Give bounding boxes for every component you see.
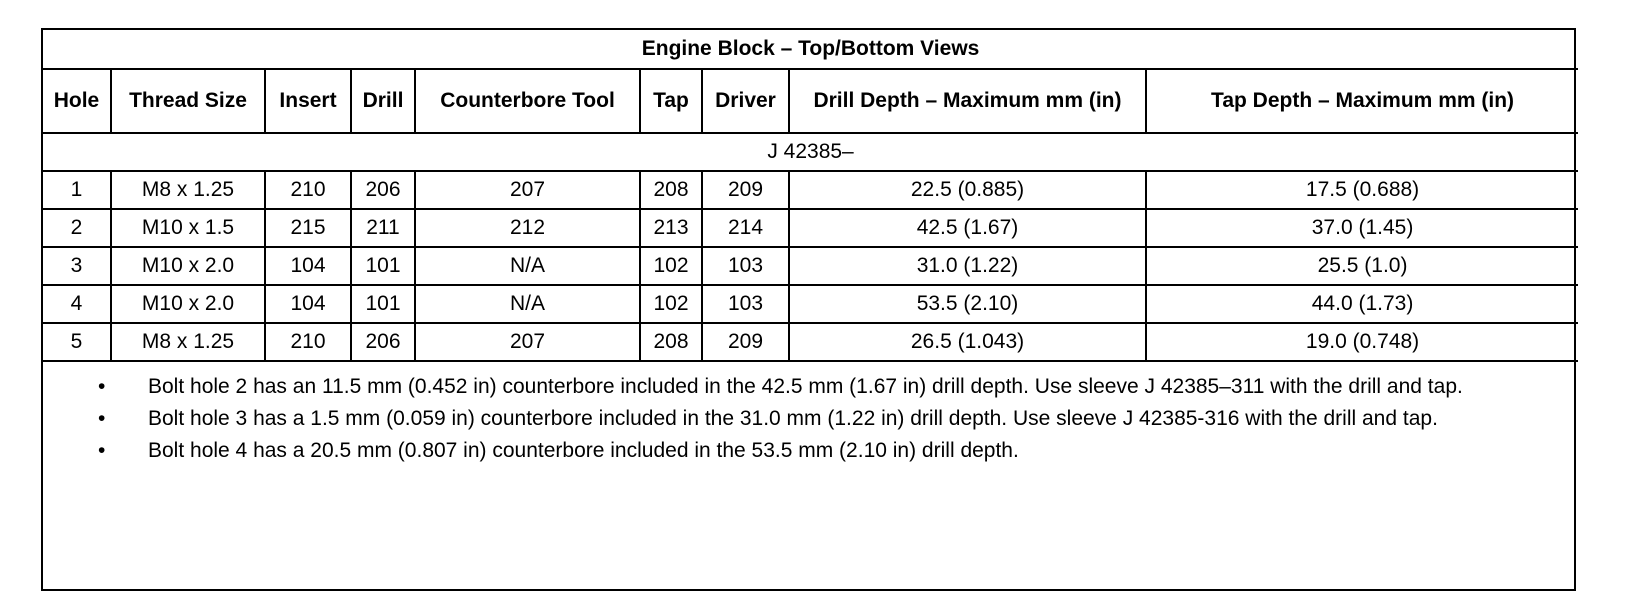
- note-text: Bolt hole 3 has a 1.5 mm (0.059 in) counterbore included in the 31.0 mm (1.22 in) drill depth. Use sleeve J 42385-316 with the drill and tap.: [148, 407, 1438, 430]
- cell-drill-depth: 31.0 (1.22): [789, 247, 1146, 285]
- cell-driver: 214: [702, 209, 789, 247]
- cell-drill: 206: [351, 323, 415, 361]
- cell-tap-depth: 44.0 (1.73): [1146, 285, 1578, 323]
- cell-thread-size: M8 x 1.25: [111, 323, 265, 361]
- cell-insert: 104: [265, 247, 351, 285]
- cell-hole: 5: [43, 323, 111, 361]
- header-drill-depth: Drill Depth – Maximum mm (in): [789, 69, 1146, 133]
- cell-insert: 104: [265, 285, 351, 323]
- cell-thread-size: M10 x 1.5: [111, 209, 265, 247]
- cell-tap-depth: 37.0 (1.45): [1146, 209, 1578, 247]
- note-text: Bolt hole 4 has a 20.5 mm (0.807 in) counterbore included in the 53.5 mm (2.10 in) drill depth.: [148, 439, 1019, 462]
- tool-prefix-row: [43, 133, 1578, 171]
- cell-tap: 213: [640, 209, 702, 247]
- cell-drill-depth: 53.5 (2.10): [789, 285, 1146, 323]
- header-insert: Insert: [265, 69, 351, 133]
- note-item: [43, 438, 1574, 464]
- cell-driver: 209: [702, 171, 789, 209]
- table-title: Engine Block – Top/Bottom Views: [43, 30, 1578, 69]
- note-item: [43, 374, 1574, 400]
- cell-tap-depth: 17.5 (0.688): [1146, 171, 1578, 209]
- table-row: [43, 285, 1578, 323]
- cell-driver: 103: [702, 247, 789, 285]
- note-text: Bolt hole 2 has an 11.5 mm (0.452 in) counterbore included in the 42.5 mm (1.67 in) drill depth. Use sleeve J 42385–311 with the drill and tap.: [148, 375, 1463, 398]
- cell-hole: 3: [43, 247, 111, 285]
- cell-driver: 209: [702, 323, 789, 361]
- cell-counterbore-tool: N/A: [415, 285, 640, 323]
- cell-tap: 102: [640, 247, 702, 285]
- cell-thread-size: M10 x 2.0: [111, 247, 265, 285]
- header-hole: Hole: [43, 69, 111, 133]
- bullet-icon: •: [98, 375, 106, 398]
- table-row: [43, 171, 1578, 209]
- cell-drill-depth: 26.5 (1.043): [789, 323, 1146, 361]
- cell-counterbore-tool: 212: [415, 209, 640, 247]
- notes-list: [43, 362, 1574, 464]
- cell-driver: 103: [702, 285, 789, 323]
- header-row: [43, 69, 1578, 133]
- cell-counterbore-tool: 207: [415, 171, 640, 209]
- cell-drill: 206: [351, 171, 415, 209]
- cell-tap: 208: [640, 171, 702, 209]
- header-thread-size: Thread Size: [111, 69, 265, 133]
- cell-insert: 210: [265, 323, 351, 361]
- cell-hole: 2: [43, 209, 111, 247]
- cell-insert: 210: [265, 171, 351, 209]
- header-tap: Tap: [640, 69, 702, 133]
- cell-counterbore-tool: N/A: [415, 247, 640, 285]
- bullet-icon: •: [98, 439, 106, 462]
- cell-drill-depth: 22.5 (0.885): [789, 171, 1146, 209]
- cell-drill: 101: [351, 285, 415, 323]
- spec-frame: [41, 28, 1576, 591]
- header-tap-depth: Tap Depth – Maximum mm (in): [1146, 69, 1578, 133]
- cell-insert: 215: [265, 209, 351, 247]
- note-item: [43, 406, 1574, 432]
- cell-tap-depth: 25.5 (1.0): [1146, 247, 1578, 285]
- tool-prefix: J 42385–: [43, 133, 1578, 171]
- table-row: [43, 247, 1578, 285]
- cell-thread-size: M8 x 1.25: [111, 171, 265, 209]
- table-row: [43, 209, 1578, 247]
- cell-drill: 211: [351, 209, 415, 247]
- cell-hole: 1: [43, 171, 111, 209]
- cell-drill-depth: 42.5 (1.67): [789, 209, 1146, 247]
- cell-tap-depth: 19.0 (0.748): [1146, 323, 1578, 361]
- cell-tap: 102: [640, 285, 702, 323]
- cell-thread-size: M10 x 2.0: [111, 285, 265, 323]
- table-title-row: [43, 30, 1578, 69]
- bullet-icon: •: [98, 407, 106, 430]
- table-row: [43, 323, 1578, 361]
- cell-tap: 208: [640, 323, 702, 361]
- header-counterbore-tool: Counterbore Tool: [415, 69, 640, 133]
- cell-drill: 101: [351, 247, 415, 285]
- cell-counterbore-tool: 207: [415, 323, 640, 361]
- header-driver: Driver: [702, 69, 789, 133]
- cell-hole: 4: [43, 285, 111, 323]
- header-drill: Drill: [351, 69, 415, 133]
- spec-table: [43, 30, 1578, 362]
